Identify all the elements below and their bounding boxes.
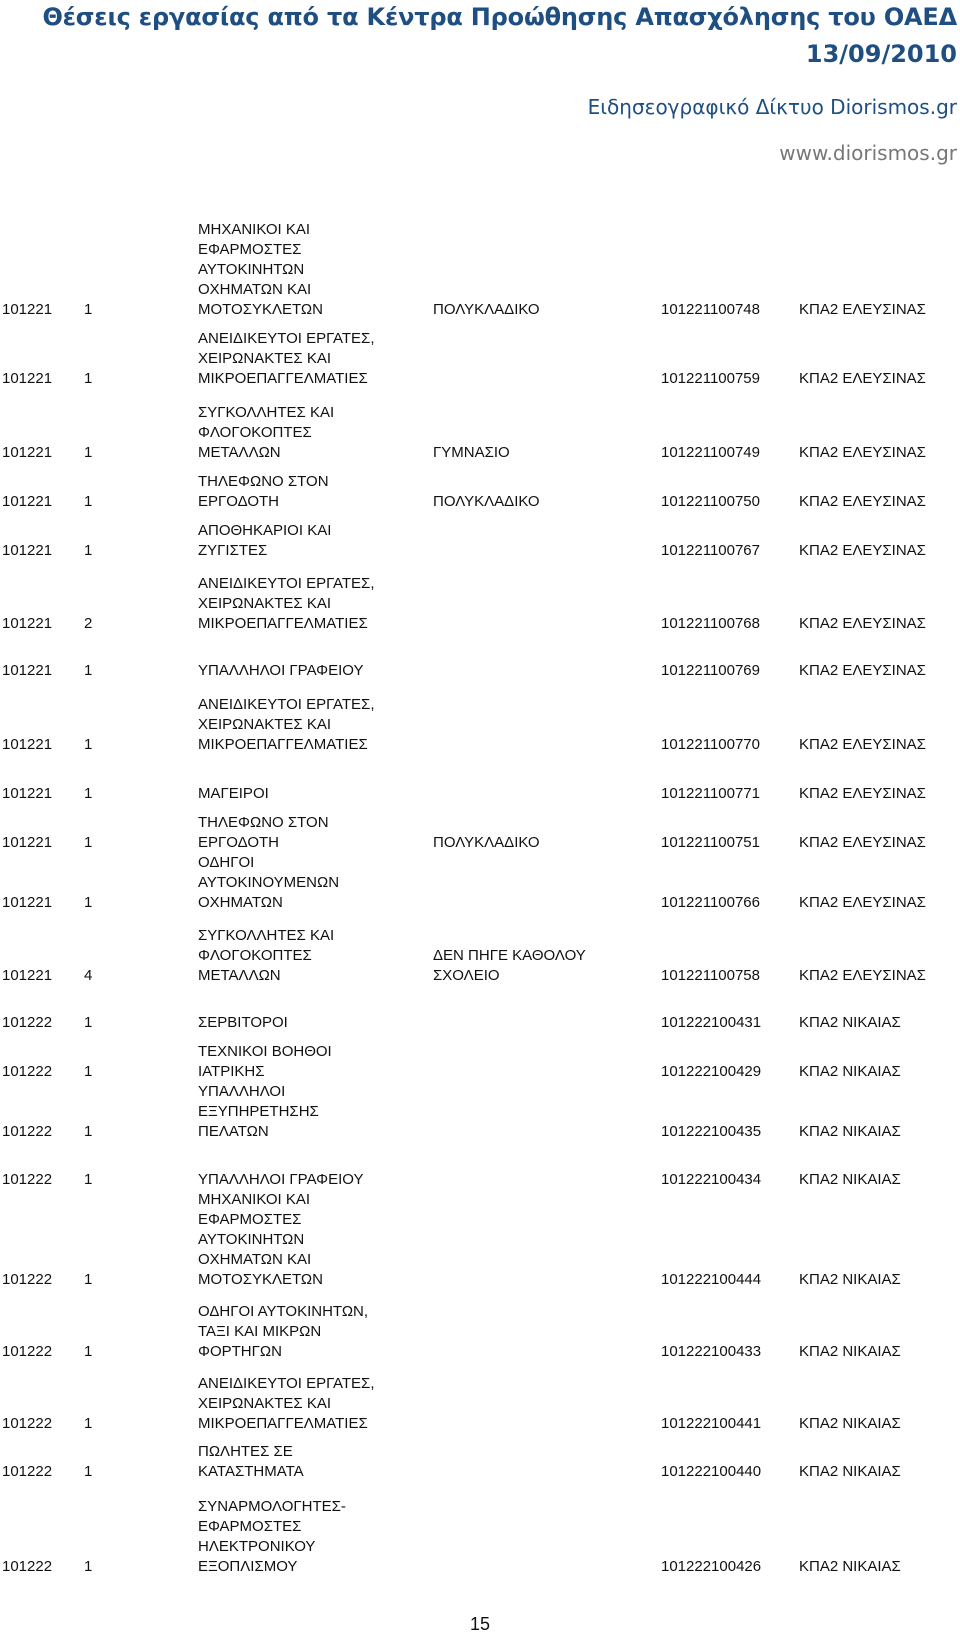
specialty-cell: ΑΝΕΙΔΙΚΕΥΤΟΙ ΕΡΓΑΤΕΣ, ΧΕΙΡΩΝΑΚΤΕΣ ΚΑΙ ΜΙΚΡΟΕΠΑΓΓΕΛΜΑΤΙΕΣ [198, 696, 375, 753]
area-code-cell: 101222 [2, 1415, 53, 1432]
office-cell: ΚΠΑ2 ΝΙΚΑΙΑΣ [799, 1123, 901, 1140]
job-code-cell: 101222100444 [661, 1271, 762, 1288]
office-cell: ΚΠΑ2 ΝΙΚΑΙΑΣ [799, 1063, 901, 1080]
positions-count-cell: 1 [84, 1415, 93, 1432]
job-code-cell: 101222100440 [661, 1463, 762, 1480]
job-code-cell: 101222100426 [661, 1558, 762, 1575]
specialty-cell: ΤΗΛΕΦΩΝΟ ΣΤΟΝ ΕΡΓΟΔΟΤΗ [198, 814, 329, 851]
education-cell: ΠΟΛΥΚΛΑΔΙΚΟ [433, 301, 540, 318]
job-code-cell: 101221100748 [661, 301, 760, 318]
specialty-cell: ΑΝΕΙΔΙΚΕΥΤΟΙ ΕΡΓΑΤΕΣ, ΧΕΙΡΩΝΑΚΤΕΣ ΚΑΙ ΜΙΚΡΟΕΠΑΓΓΕΛΜΑΤΙΕΣ [198, 330, 375, 387]
positions-count-cell: 4 [84, 967, 93, 984]
job-code-cell: 101221100758 [661, 967, 760, 984]
specialty-cell: ΣΥΓΚΟΛΛΗΤΕΣ ΚΑΙ ΦΛΟΓΟΚΟΠΤΕΣ ΜΕΤΑΛΛΩΝ [198, 927, 335, 984]
office-cell: ΚΠΑ2 ΝΙΚΑΙΑΣ [799, 1271, 901, 1288]
area-code-cell: 101222 [2, 1343, 53, 1360]
job-code-cell: 101221100769 [661, 662, 760, 679]
website-url: www.diorismos.gr [779, 141, 957, 165]
area-code-cell: 101221 [2, 493, 53, 510]
job-code-cell: 101221100766 [661, 894, 760, 911]
office-cell: ΚΠΑ2 ΝΙΚΑΙΑΣ [799, 1415, 901, 1432]
job-code-cell: 101222100431 [661, 1014, 762, 1031]
positions-count-cell: 1 [84, 834, 93, 851]
area-code-cell: 101222 [2, 1063, 53, 1080]
specialty-cell: ΟΔΗΓΟΙ ΑΥΤΟΚΙΝΟΥΜΕΝΩΝ ΟΧΗΜΑΤΩΝ [198, 854, 340, 911]
positions-count-cell: 1 [84, 1123, 93, 1140]
area-code-cell: 101221 [2, 662, 53, 679]
area-code-cell: 101222 [2, 1271, 53, 1288]
positions-count-cell: 1 [84, 1271, 93, 1288]
area-code-cell: 101221 [2, 894, 53, 911]
office-cell: ΚΠΑ2 ΕΛΕΥΣΙΝΑΣ [799, 834, 926, 851]
office-cell: ΚΠΑ2 ΝΙΚΑΙΑΣ [799, 1171, 901, 1188]
specialty-cell: ΑΝΕΙΔΙΚΕΥΤΟΙ ΕΡΓΑΤΕΣ, ΧΕΙΡΩΝΑΚΤΕΣ ΚΑΙ ΜΙΚΡΟΕΠΑΓΓΕΛΜΑΤΙΕΣ [198, 575, 375, 632]
area-code-cell: 101221 [2, 542, 53, 559]
specialty-cell: ΣΕΡΒΙΤΟΡΟΙ [198, 1014, 288, 1031]
positions-count-cell: 1 [84, 542, 93, 559]
positions-count-cell: 1 [84, 370, 93, 387]
job-code-cell: 101222100441 [661, 1415, 762, 1432]
page-number: 15 [469, 1614, 491, 1634]
office-cell: ΚΠΑ2 ΕΛΕΥΣΙΝΑΣ [799, 894, 926, 911]
job-code-cell: 101221100749 [661, 444, 760, 461]
specialty-cell: ΑΝΕΙΔΙΚΕΥΤΟΙ ΕΡΓΑΤΕΣ, ΧΕΙΡΩΝΑΚΤΕΣ ΚΑΙ ΜΙΚΡΟΕΠΑΓΓΕΛΜΑΤΙΕΣ [198, 1375, 375, 1432]
area-code-cell: 101221 [2, 370, 53, 387]
job-code-cell: 101222100434 [661, 1171, 762, 1188]
office-cell: ΚΠΑ2 ΕΛΕΥΣΙΝΑΣ [799, 615, 926, 632]
news-network-name: Ειδησεογραφικό Δίκτυο Diorismos.gr [587, 95, 957, 119]
job-code-cell: 101221100751 [661, 834, 760, 851]
job-code-cell: 101221100759 [661, 370, 760, 387]
positions-count-cell: 1 [84, 493, 93, 510]
positions-count-cell: 1 [84, 736, 93, 753]
specialty-cell: ΑΠΟΘΗΚΑΡΙΟΙ ΚΑΙ ΖΥΓΙΣΤΕΣ [198, 522, 332, 559]
office-cell: ΚΠΑ2 ΕΛΕΥΣΙΝΑΣ [799, 967, 926, 984]
area-code-cell: 101221 [2, 615, 53, 632]
education-cell: ΔΕΝ ΠΗΓΕ ΚΑΘΟΛΟΥ ΣΧΟΛΕΙΟ [433, 947, 586, 984]
specialty-cell: ΤΗΛΕΦΩΝΟ ΣΤΟΝ ΕΡΓΟΔΟΤΗ [198, 473, 329, 510]
area-code-cell: 101221 [2, 967, 53, 984]
positions-count-cell: 1 [84, 1463, 93, 1480]
area-code-cell: 101222 [2, 1014, 53, 1031]
education-cell: ΓΥΜΝΑΣΙΟ [433, 444, 510, 461]
area-code-cell: 101221 [2, 301, 53, 318]
area-code-cell: 101221 [2, 444, 53, 461]
office-cell: ΚΠΑ2 ΕΛΕΥΣΙΝΑΣ [799, 444, 926, 461]
job-code-cell: 101221100770 [661, 736, 760, 753]
job-code-cell: 101222100429 [661, 1063, 762, 1080]
specialty-cell: ΥΠΑΛΛΗΛΟΙ ΓΡΑΦΕΙΟΥ [198, 662, 364, 679]
area-code-cell: 101222 [2, 1558, 53, 1575]
positions-count-cell: 1 [84, 1063, 93, 1080]
office-cell: ΚΠΑ2 ΕΛΕΥΣΙΝΑΣ [799, 370, 926, 387]
specialty-cell: ΜΗΧΑΝΙΚΟΙ ΚΑΙ ΕΦΑΡΜΟΣΤΕΣ ΑΥΤΟΚΙΝΗΤΩΝ ΟΧΗΜΑΤΩΝ ΚΑΙ ΜΟΤΟΣΥΚΛΕΤΩΝ [198, 1191, 323, 1288]
job-code-cell: 101222100435 [661, 1123, 762, 1140]
office-cell: ΚΠΑ2 ΝΙΚΑΙΑΣ [799, 1463, 901, 1480]
positions-count-cell: 1 [84, 1014, 93, 1031]
office-cell: ΚΠΑ2 ΝΙΚΑΙΑΣ [799, 1343, 901, 1360]
office-cell: ΚΠΑ2 ΕΛΕΥΣΙΝΑΣ [799, 662, 926, 679]
specialty-cell: ΥΠΑΛΛΗΛΟΙ ΕΞΥΠΗΡΕΤΗΣΗΣ ΠΕΛΑΤΩΝ [198, 1083, 319, 1140]
specialty-cell: ΜΑΓΕΙΡΟΙ [198, 785, 269, 802]
job-code-cell: 101221100750 [661, 493, 760, 510]
job-code-cell: 101222100433 [661, 1343, 762, 1360]
area-code-cell: 101221 [2, 834, 53, 851]
office-cell: ΚΠΑ2 ΝΙΚΑΙΑΣ [799, 1014, 901, 1031]
job-code-cell: 101221100767 [661, 542, 760, 559]
positions-count-cell: 1 [84, 1343, 93, 1360]
positions-count-cell: 1 [84, 1171, 93, 1188]
office-cell: ΚΠΑ2 ΕΛΕΥΣΙΝΑΣ [799, 493, 926, 510]
positions-count-cell: 1 [84, 662, 93, 679]
specialty-cell: ΜΗΧΑΝΙΚΟΙ ΚΑΙ ΕΦΑΡΜΟΣΤΕΣ ΑΥΤΟΚΙΝΗΤΩΝ ΟΧΗΜΑΤΩΝ ΚΑΙ ΜΟΤΟΣΥΚΛΕΤΩΝ [198, 221, 323, 318]
education-cell: ΠΟΛΥΚΛΑΔΙΚΟ [433, 493, 540, 510]
education-cell: ΠΟΛΥΚΛΑΔΙΚΟ [433, 834, 540, 851]
positions-count-cell: 1 [84, 894, 93, 911]
area-code-cell: 101222 [2, 1171, 53, 1188]
job-code-cell: 101221100768 [661, 615, 760, 632]
specialty-cell: ΟΔΗΓΟΙ ΑΥΤΟΚΙΝΗΤΩΝ, ΤΑΞΙ ΚΑΙ ΜΙΚΡΩΝ ΦΟΡΤΗΓΩΝ [198, 1303, 369, 1360]
document-title: Θέσεις εργασίας από τα Κέντρα Προώθησης Απασχόλησης του ΟΑΕΔ [42, 3, 957, 31]
document-date: 13/09/2010 [805, 40, 957, 68]
positions-count-cell: 1 [84, 785, 93, 802]
positions-count-cell: 1 [84, 301, 93, 318]
office-cell: ΚΠΑ2 ΕΛΕΥΣΙΝΑΣ [799, 301, 926, 318]
positions-count-cell: 1 [84, 444, 93, 461]
positions-count-cell: 1 [84, 1558, 93, 1575]
job-code-cell: 101221100771 [661, 785, 760, 802]
area-code-cell: 101221 [2, 785, 53, 802]
specialty-cell: ΥΠΑΛΛΗΛΟΙ ΓΡΑΦΕΙΟΥ [198, 1171, 364, 1188]
specialty-cell: ΠΩΛΗΤΕΣ ΣΕ ΚΑΤΑΣΤΗΜΑΤΑ [198, 1443, 304, 1480]
specialty-cell: ΣΥΝΑΡΜΟΛΟΓΗΤΕΣ- ΕΦΑΡΜΟΣΤΕΣ ΗΛΕΚΤΡΟΝΙΚΟΥ ΕΞΟΠΛΙΣΜΟΥ [198, 1498, 346, 1575]
office-cell: ΚΠΑ2 ΕΛΕΥΣΙΝΑΣ [799, 736, 926, 753]
area-code-cell: 101222 [2, 1123, 53, 1140]
office-cell: ΚΠΑ2 ΕΛΕΥΣΙΝΑΣ [799, 785, 926, 802]
specialty-cell: ΤΕΧΝΙΚΟΙ ΒΟΗΘΟΙ ΙΑΤΡΙΚΗΣ [198, 1043, 332, 1080]
office-cell: ΚΠΑ2 ΕΛΕΥΣΙΝΑΣ [799, 542, 926, 559]
area-code-cell: 101221 [2, 736, 53, 753]
positions-count-cell: 2 [84, 615, 93, 632]
office-cell: ΚΠΑ2 ΝΙΚΑΙΑΣ [799, 1558, 901, 1575]
area-code-cell: 101222 [2, 1463, 53, 1480]
specialty-cell: ΣΥΓΚΟΛΛΗΤΕΣ ΚΑΙ ΦΛΟΓΟΚΟΠΤΕΣ ΜΕΤΑΛΛΩΝ [198, 404, 335, 461]
